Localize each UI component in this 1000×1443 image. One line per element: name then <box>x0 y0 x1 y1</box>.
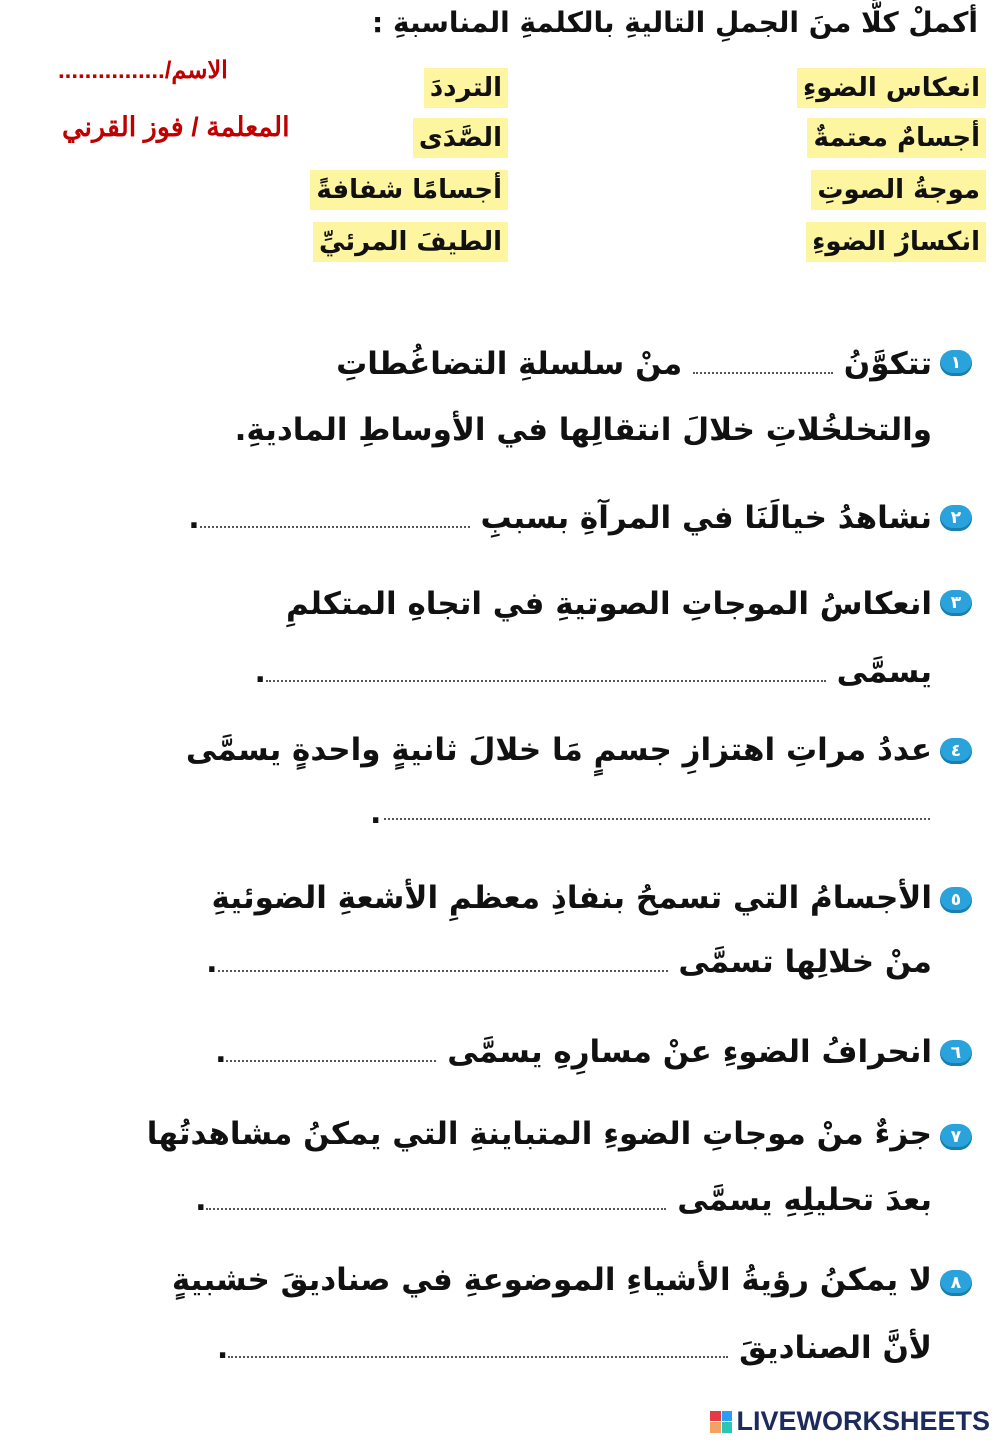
student-name-field[interactable]: الاسم/................ <box>58 57 228 84</box>
question-number-badge: ٢ <box>940 505 972 531</box>
question-1-part-1: تتكوَّنُ <box>843 346 932 382</box>
question-6-period: . <box>215 1035 227 1070</box>
question-number-badge: ٥ <box>940 887 972 913</box>
question-number-badge: ٧ <box>940 1124 972 1150</box>
answer-blank-6[interactable] <box>226 1036 436 1062</box>
question-7-period: . <box>195 1183 207 1218</box>
question-7-line-1: جزءٌ منْ موجاتِ الضوءِ المتباينةِ التي يمكنُ مشاهدتُها <box>146 1116 932 1152</box>
logo-text: LIVEWORKSHEETS <box>736 1406 990 1436</box>
word-bank-item: الترددَ <box>424 68 508 108</box>
question-8-period: . <box>216 1331 229 1366</box>
word-bank-item: أجسامًا شفافةً <box>310 170 508 210</box>
question-5-line-2 <box>206 940 932 985</box>
answer-blank-4[interactable] <box>384 816 930 820</box>
word-bank-item: انعكاس الضوءِ <box>797 68 986 108</box>
question-1-line-2: والتخلخُلاتِ خلالَ انتقالِها في الأوساطِ الماديةِ. <box>234 412 932 448</box>
answer-blank-3[interactable] <box>266 656 826 682</box>
question-3-line-2 <box>254 650 932 695</box>
word-bank-item: الطيفَ المرئيِّ <box>313 222 508 262</box>
question-3-text: يسمَّى <box>836 654 932 690</box>
question-number-badge: ١ <box>940 350 972 376</box>
teacher-name: المعلمة / فوز القرني <box>62 112 290 142</box>
question-2-text: نشاهدُ خيالَنَا في المرآةِ بسببِ <box>480 500 932 536</box>
question-5-text: منْ خلالِها تسمَّى <box>678 944 932 980</box>
question-7-line-2 <box>195 1178 932 1223</box>
answer-blank-2[interactable] <box>200 502 470 528</box>
question-2-period: . <box>188 501 200 536</box>
question-number-badge: ٨ <box>940 1270 972 1296</box>
answer-blank-7[interactable] <box>206 1184 666 1210</box>
question-5-period: . <box>206 945 218 980</box>
question-number-badge: ٤ <box>940 738 972 764</box>
question-1-line-1 <box>336 342 932 386</box>
question-2-line-1 <box>188 496 932 541</box>
word-bank-item: انكسارُ الضوءِ <box>806 222 986 262</box>
question-3-period: . <box>254 655 266 690</box>
liveworksheets-logo <box>710 1406 990 1437</box>
question-7-text: بعدَ تحليلِهِ يسمَّى <box>677 1182 932 1218</box>
question-6-line-1 <box>215 1030 932 1075</box>
answer-blank-1[interactable] <box>693 348 833 374</box>
question-4-period: . <box>370 796 382 831</box>
word-bank-item: الصَّدَى <box>413 118 508 158</box>
liveworksheets-grid-icon <box>710 1411 732 1433</box>
question-5-line-1: الأجسامُ التي تسمحُ بنفاذِ معظمِ الأشعةِ الضوئيةِ <box>211 880 932 916</box>
question-8-line-1: لا يمكنُ رؤيةُ الأشياءِ الموضوعةِ في صناديقَ خشبيةٍ <box>171 1262 932 1298</box>
word-bank-item: موجةُ الصوتِ <box>811 170 986 210</box>
answer-blank-5[interactable] <box>218 946 668 972</box>
answer-blank-8[interactable] <box>228 1332 728 1358</box>
word-bank-item: أجسامٌ معتمةٌ <box>807 118 986 158</box>
question-8-text: لأنَّ الصناديقَ <box>739 1330 932 1366</box>
question-6-text: انحرافُ الضوءِ عنْ مسارِهِ يسمَّى <box>447 1034 932 1070</box>
instruction-title: أكملْ كلًّا منَ الجملِ التاليةِ بالكلمةِ المناسبةِ : <box>372 6 978 39</box>
question-4-line-1: عددُ مراتِ اهتزازِ جسمٍ مَا خلالَ ثانيةٍ واحدةٍ يسمَّى <box>185 732 932 768</box>
question-3-line-1: انعكاسُ الموجاتِ الصوتيةِ في اتجاهِ المتكلمِ <box>285 586 932 622</box>
question-8-line-2 <box>217 1326 932 1371</box>
question-number-badge: ٦ <box>940 1040 972 1066</box>
question-1-part-2: منْ سلسلةِ التضاغُطاتِ <box>336 346 683 382</box>
question-number-badge: ٣ <box>940 590 972 616</box>
